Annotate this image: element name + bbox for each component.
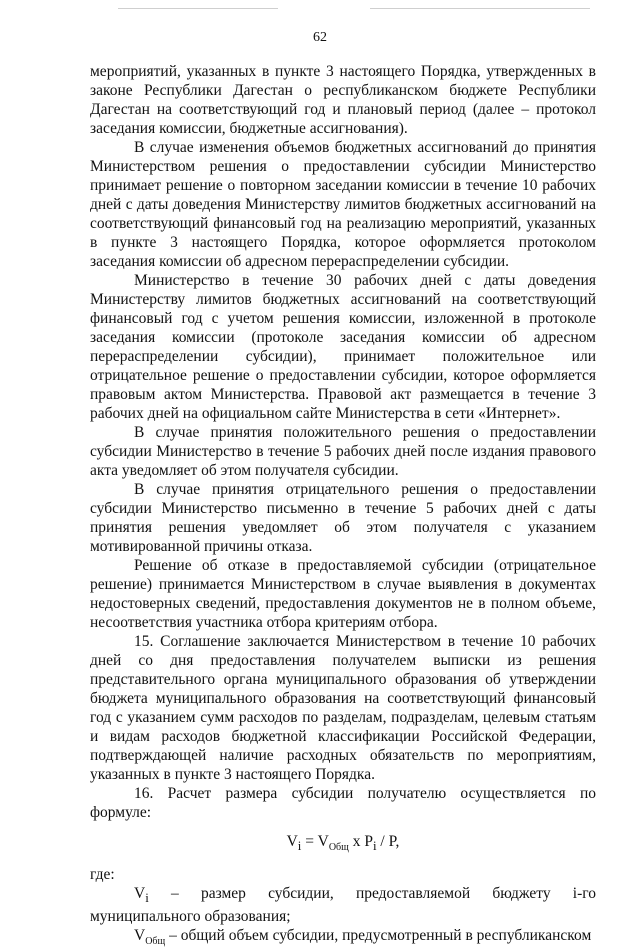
paragraph: 16. Расчет размера субсидии получателю осуществляется по формуле: (90, 785, 596, 821)
paragraph: В случае принятия отрицательного решения о предоставлении субсидии Министерство письменно в течение 5 рабочих дней с даты принятия решения уведомляет об этом получателя с указанием мотивированной причины отказа. (90, 481, 596, 555)
scan-artifact-line (118, 8, 278, 9)
paragraph: Решение об отказе в предоставляемой субсидии (отрицательное решение) принимается Министерством в случае выявления в документах недостоверных сведений, предоставления документов не в полном объеме, несоответствия участника отбора критериям отбора. (90, 557, 596, 631)
definition-vobsh (90, 926, 596, 951)
formula-p: P (364, 833, 373, 850)
formula-v-sub: i (297, 838, 302, 854)
definition-text: – общий объем субсидии, предусмотренный в республиканском (165, 927, 592, 945)
definition-symbol: V (134, 927, 146, 945)
definition-symbol: V (134, 885, 146, 903)
paragraph: В случае изменения объемов бюджетных ассигнований до принятия Министерством решения о предоставлении субсидии Министерство принимает решение о повторном заседании комиссии в течение 10 рабочих дней с даты доведения Министерству лимитов бюджетных ассигнований на соответствующий финансовый год на реализацию мероприятий, указанных в пункте 3 настоящего Порядка, которое оформляется протоколом заседания комиссии об адресном перераспределении субсидии. (90, 139, 596, 270)
formula-p-sub: i (372, 838, 377, 854)
formula (90, 832, 596, 857)
formula-v: V (286, 833, 298, 850)
scan-artifact-line (370, 8, 590, 9)
definition-text: – размер субсидии, предоставляемой бюджету i-го муниципального образования; (90, 885, 596, 926)
where-label: где: (90, 866, 115, 884)
formula-times: x (348, 833, 365, 850)
formula-vobsh: V (317, 833, 329, 850)
definition-subscript: i (145, 890, 149, 906)
paragraph: В случае принятия положительного решения о предоставлении субсидии Министерство в течение 5 рабочих дней после издания правового акта уведомляет об этом получателя субсидии. (90, 424, 596, 479)
paragraph: мероприятий, указанных в пункте 3 настоящего Порядка, утвержденных в законе Республики Дагестан о республиканском бюджете Республики Дагестан на соответствующий год и плановый период (далее – протокол заседания комиссии, бюджетные ассигнования). (90, 63, 596, 137)
document-body (90, 62, 596, 951)
formula-rest: / P, (376, 833, 400, 850)
definition-subscript: Общ (145, 936, 166, 948)
page-number: 62 (313, 30, 327, 45)
paragraph: 15. Соглашение заключается Министерством в течение 10 рабочих дней со дня предоставления получателем выписки из решения представительного органа муниципального образования об утверждении бюджета муниципального образования на соответствующий финансовый год с указанием сумм расходов по разделам, подразделам, целевым статьям и видам расходов бюджетной классификации Российской Федерации, подтверждающей наличие расходных обязательств по мероприятиям, указанных в пункте 3 настоящего Порядка. (90, 633, 596, 783)
formula-eq: = (301, 833, 318, 850)
paragraph: Министерство в течение 30 рабочих дней с даты доведения Министерству лимитов бюджетных ассигнований на соответствующий финансовый год с учетом решения комиссии, изложенной в протоколе заседания комиссии (протоколе заседания комиссии об адресном перераспределении субсидии), принимает положительное или отрицательное решение о предоставлении субсидии, которое оформляется правовым актом Министерства. Правовой акт размещается в течение 3 рабочих дней на официальном сайте Министерства в сети «Интернет». (90, 272, 596, 422)
formula-vobsh-sub: Общ (328, 842, 349, 854)
definition-vi (90, 884, 596, 926)
